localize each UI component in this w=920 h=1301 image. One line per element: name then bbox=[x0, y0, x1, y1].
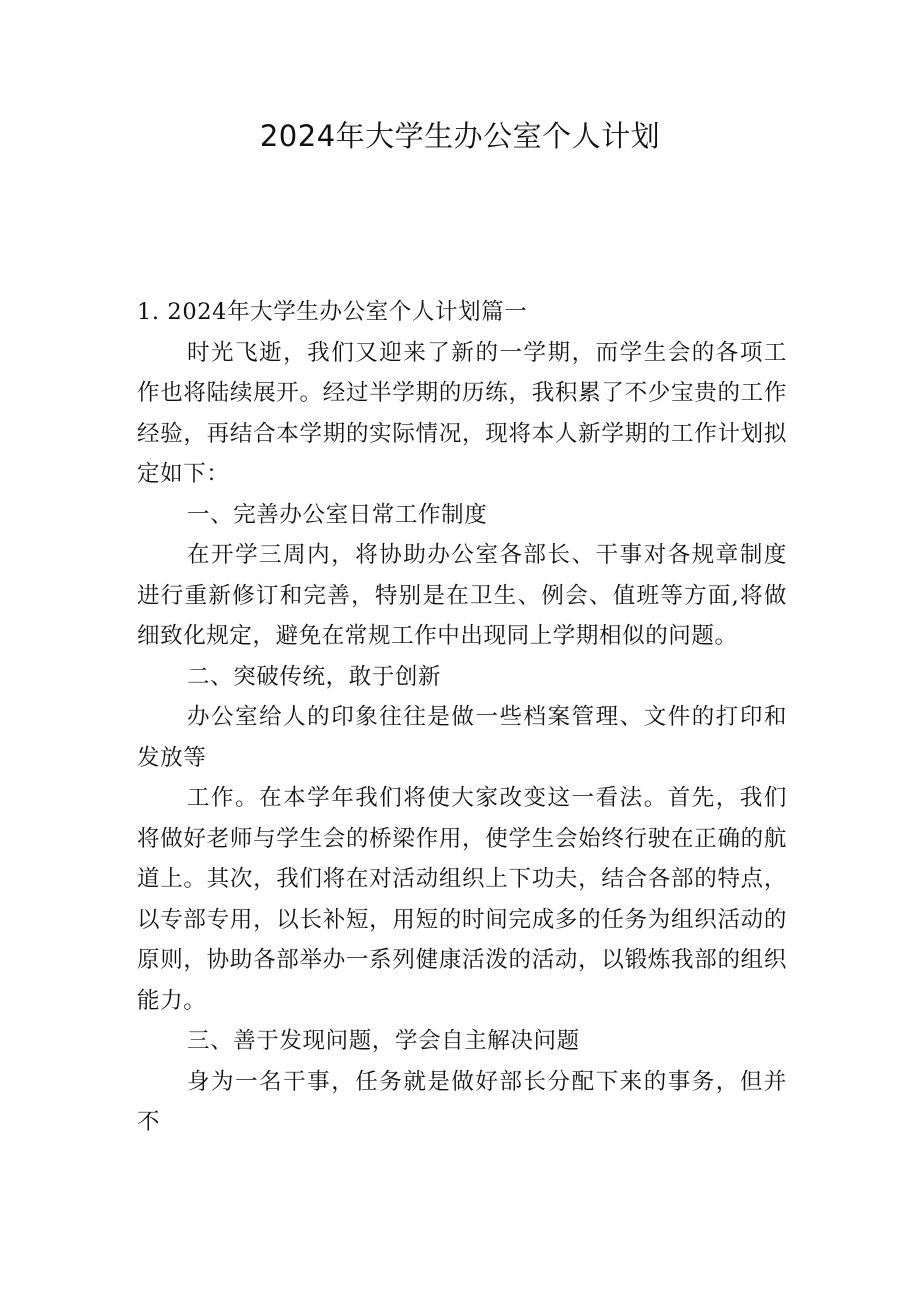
paragraph-section-2b: 工作。在本学年我们将使大家改变这一看法。首先，我们将做好老师与学生会的桥梁作用，使学生会始终行驶在正确的航道上。其次，我们将在对活动组织上下功夫，结合各部的特点，以专部专用，以长补短，用短的时间完成多的任务为组织活动的原则，协助各部举办一系列健康活泼的活动，以锻炼我部的组织能力。 bbox=[137, 785, 787, 1014]
article-heading: 1. 2024年大学生办公室个人计划篇一 bbox=[137, 299, 528, 325]
paragraph-section-1: 在开学三周内，将协助办公室各部长、干事对各规章制度进行重新修订和完善，特别是在卫生、例会、值班等方面,将做细致化规定，避免在常规工作中出现同上学期相似的问题。 bbox=[137, 542, 787, 649]
section-heading-2: 二、突破传统，敢于创新 bbox=[187, 663, 442, 690]
paragraph-section-3: 身为一名干事，任务就是做好部长分配下来的事务，但并不 bbox=[137, 1068, 787, 1135]
document-body bbox=[137, 292, 787, 1143]
section-heading-1: 一、完善办公室日常工作制度 bbox=[187, 501, 488, 528]
paragraph-intro: 时光飞逝，我们又迎来了新的一学期，而学生会的各项工作也将陆续展开。经过半学期的历练，我积累了不少宝贵的工作经验，再结合本学期的实际情况，现将本人新学期的工作计划拟定如下： bbox=[137, 339, 787, 487]
paragraph-section-2a: 办公室给人的印象往往是做一些档案管理、文件的打印和发放等 bbox=[137, 704, 787, 771]
section-heading-3: 三、善于发现问题，学会自主解决问题 bbox=[187, 1028, 580, 1054]
document-title: 2024年大学生办公室个人计划 bbox=[259, 119, 661, 153]
